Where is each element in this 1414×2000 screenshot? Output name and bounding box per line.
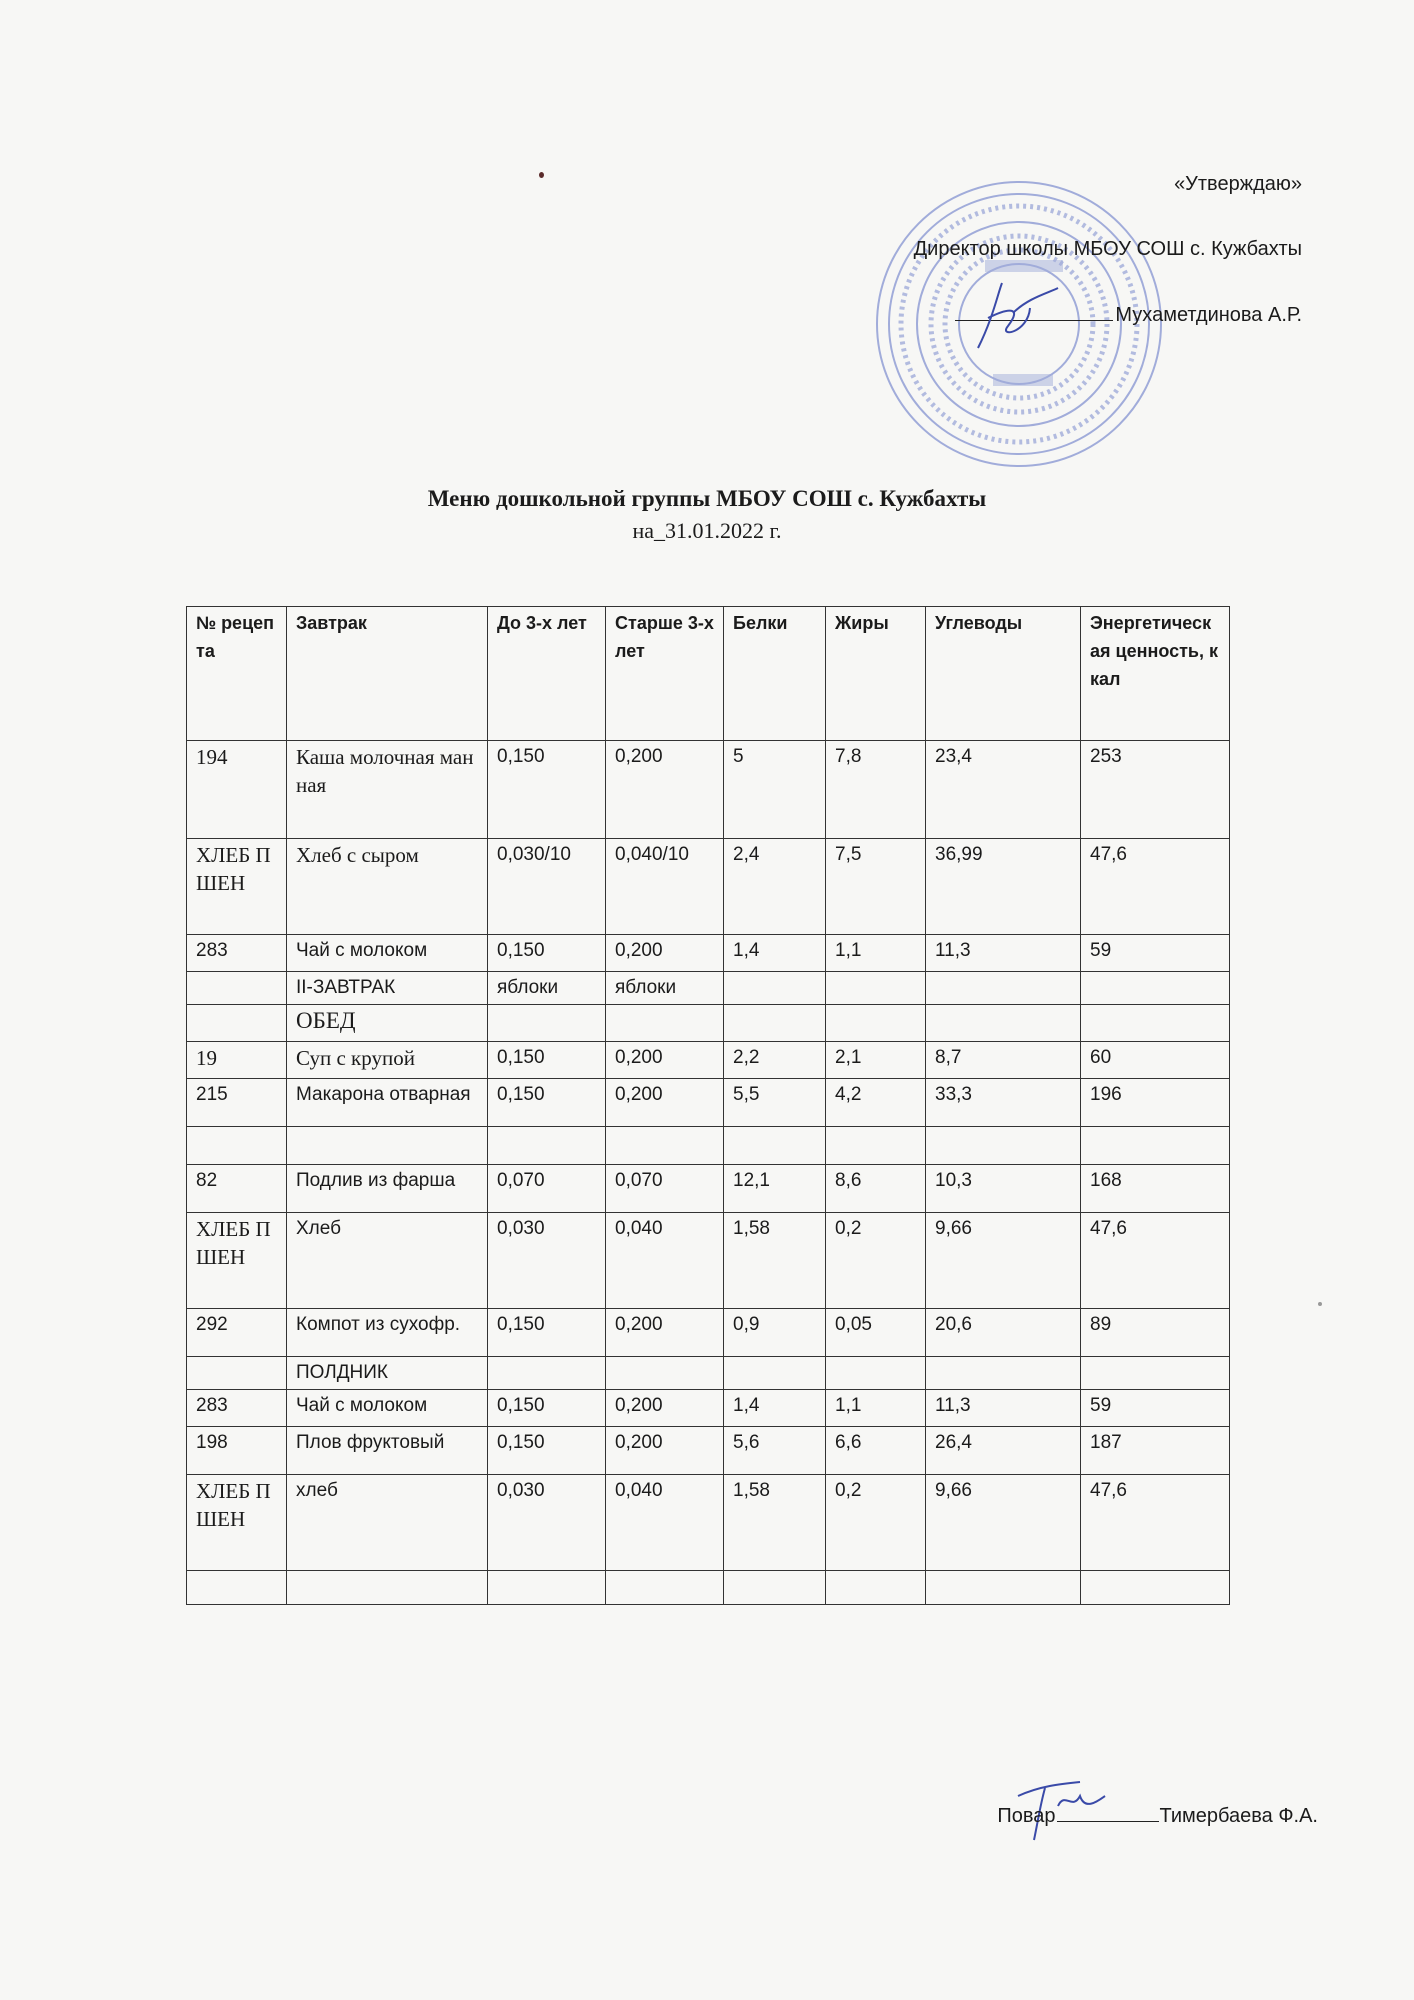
table-cell: Суп с крупой: [287, 1042, 488, 1079]
table-cell: 0,2: [826, 1213, 926, 1309]
table-cell: 0,150: [488, 1309, 606, 1357]
table-cell: [488, 1357, 606, 1390]
table-row: [187, 1079, 1230, 1127]
table-cell: 0,200: [606, 1079, 724, 1127]
scan-speck: [1318, 1302, 1322, 1306]
table-cell: 59: [1081, 935, 1230, 972]
table-cell: 5,5: [724, 1079, 826, 1127]
table-cell: яблоки: [488, 972, 606, 1005]
table-cell: 292: [187, 1309, 287, 1357]
table-cell: 0,070: [606, 1165, 724, 1213]
table-cell: ХЛЕБ ПШЕН: [187, 839, 287, 935]
table-cell: [1081, 1005, 1230, 1042]
table-cell: 0,150: [488, 1390, 606, 1427]
table-cell: 7,5: [826, 839, 926, 935]
table-cell: [1081, 1571, 1230, 1605]
table-cell: Компот из сухофр.: [287, 1309, 488, 1357]
page-subtitle: на_31.01.2022 г.: [632, 518, 782, 543]
table-cell: 2,1: [826, 1042, 926, 1079]
table-row: [187, 1357, 1230, 1390]
table-cell: 0,200: [606, 1309, 724, 1357]
table-cell: 0,150: [488, 1079, 606, 1127]
table-cell: 10,3: [926, 1165, 1081, 1213]
table-cell: 1,4: [724, 935, 826, 972]
table-cell: [187, 972, 287, 1005]
table-header-row: [187, 607, 1230, 741]
table-cell: 0,030: [488, 1213, 606, 1309]
table-cell: ОБЕД: [287, 1005, 488, 1042]
table-cell: [826, 1127, 926, 1165]
table-cell: 0,150: [488, 1042, 606, 1079]
table-cell: [488, 1571, 606, 1605]
table-cell: 0,030/10: [488, 839, 606, 935]
table-cell: 6,6: [826, 1427, 926, 1475]
table-cell: ХЛЕБ ПШЕН: [187, 1475, 287, 1571]
director-signature: [968, 278, 1068, 358]
column-header: Белки: [724, 607, 826, 741]
table-cell: 0,040: [606, 1213, 724, 1309]
table-cell: Чай с молоком: [287, 935, 488, 972]
table-cell: [926, 1571, 1081, 1605]
table-cell: [724, 972, 826, 1005]
table-cell: 5: [724, 741, 826, 839]
table-cell: 0,150: [488, 1427, 606, 1475]
column-header: До 3-х лет: [488, 607, 606, 741]
table-cell: 12,1: [724, 1165, 826, 1213]
approval-position: Директор школы МБОУ СОШ с. Кужбахты: [913, 238, 1302, 260]
table-cell: 2,2: [724, 1042, 826, 1079]
table-cell: 20,6: [926, 1309, 1081, 1357]
table-cell: ХЛЕБ ПШЕН: [187, 1213, 287, 1309]
table-row: [187, 1213, 1230, 1309]
table-cell: Чай с молоком: [287, 1390, 488, 1427]
table-cell: 89: [1081, 1309, 1230, 1357]
table-cell: [187, 1005, 287, 1042]
table-cell: 0,040: [606, 1475, 724, 1571]
table-row: [187, 1127, 1230, 1165]
table-cell: 0,030: [488, 1475, 606, 1571]
table-cell: Каша молочная манная: [287, 741, 488, 839]
table-cell: 194: [187, 741, 287, 839]
table-cell: [187, 1571, 287, 1605]
table-row: [187, 972, 1230, 1005]
table-cell: [1081, 1127, 1230, 1165]
table-cell: 0,9: [724, 1309, 826, 1357]
column-header: Жиры: [826, 607, 926, 741]
table-cell: 47,6: [1081, 1213, 1230, 1309]
table-cell: 60: [1081, 1042, 1230, 1079]
table-cell: 0,070: [488, 1165, 606, 1213]
table-cell: 33,3: [926, 1079, 1081, 1127]
table-cell: 5,6: [724, 1427, 826, 1475]
table-cell: II-ЗАВТРАК: [287, 972, 488, 1005]
table-cell: Плов фруктовый: [287, 1427, 488, 1475]
table-cell: 0,200: [606, 1390, 724, 1427]
column-header: Старше 3-х лет: [606, 607, 724, 741]
column-header: № рецепта: [187, 607, 287, 741]
table-cell: [287, 1127, 488, 1165]
table-cell: 196: [1081, 1079, 1230, 1127]
table-cell: [926, 1357, 1081, 1390]
table-cell: 8,6: [826, 1165, 926, 1213]
table-cell: 0,200: [606, 1042, 724, 1079]
table-cell: [826, 1005, 926, 1042]
table-cell: 187: [1081, 1427, 1230, 1475]
table-cell: [826, 972, 926, 1005]
column-header: Углеводы: [926, 607, 1081, 741]
table-cell: [724, 1357, 826, 1390]
cook-label: Повар: [997, 1805, 1056, 1827]
table-cell: хлеб: [287, 1475, 488, 1571]
table-cell: 9,66: [926, 1475, 1081, 1571]
table-cell: Хлеб: [287, 1213, 488, 1309]
table-cell: [488, 1127, 606, 1165]
scan-speck: [539, 172, 544, 178]
table-row: [187, 1390, 1230, 1427]
table-row: [187, 1571, 1230, 1605]
table-cell: 0,040/10: [606, 839, 724, 935]
table-cell: 7,8: [826, 741, 926, 839]
table-cell: 0,05: [826, 1309, 926, 1357]
table-cell: 23,4: [926, 741, 1081, 839]
table-cell: 11,3: [926, 1390, 1081, 1427]
table-cell: 1,58: [724, 1213, 826, 1309]
column-header: Завтрак: [287, 607, 488, 741]
table-cell: 0,2: [826, 1475, 926, 1571]
table-row: [187, 1475, 1230, 1571]
table-cell: [287, 1571, 488, 1605]
cook-name: Тимербаева Ф.А.: [1159, 1805, 1318, 1827]
table-cell: 9,66: [926, 1213, 1081, 1309]
table-cell: 215: [187, 1079, 287, 1127]
table-cell: Макарона отварная: [287, 1079, 488, 1127]
table-cell: 19: [187, 1042, 287, 1079]
table-cell: 1,1: [826, 935, 926, 972]
table-cell: 82: [187, 1165, 287, 1213]
table-cell: Хлеб с сыром: [287, 839, 488, 935]
table-cell: Подлив из фарша: [287, 1165, 488, 1213]
column-header: Энергетическая ценность, ккал: [1081, 607, 1230, 741]
table-cell: [488, 1005, 606, 1042]
table-cell: 1,58: [724, 1475, 826, 1571]
table-cell: [1081, 1357, 1230, 1390]
table-cell: [826, 1357, 926, 1390]
table-cell: 1,1: [826, 1390, 926, 1427]
table-row: [187, 1165, 1230, 1213]
table-row: [187, 1309, 1230, 1357]
approval-signer: Мухаметдинова А.Р.: [1115, 304, 1302, 326]
table-cell: [606, 1005, 724, 1042]
table-cell: 1,4: [724, 1390, 826, 1427]
table-cell: 11,3: [926, 935, 1081, 972]
table-cell: [1081, 972, 1230, 1005]
table-cell: 253: [1081, 741, 1230, 839]
table-cell: 0,150: [488, 741, 606, 839]
table-cell: 0,200: [606, 935, 724, 972]
table-row: [187, 1005, 1230, 1042]
menu-table-body: [187, 741, 1230, 1605]
table-row: [187, 839, 1230, 935]
table-row: [187, 1042, 1230, 1079]
table-cell: [926, 1127, 1081, 1165]
table-row: [187, 741, 1230, 839]
table-cell: [606, 1127, 724, 1165]
table-cell: 47,6: [1081, 1475, 1230, 1571]
table-cell: яблоки: [606, 972, 724, 1005]
table-cell: 8,7: [926, 1042, 1081, 1079]
table-cell: [926, 972, 1081, 1005]
table-cell: [606, 1571, 724, 1605]
table-row: [187, 1427, 1230, 1475]
table-cell: 168: [1081, 1165, 1230, 1213]
table-cell: [724, 1005, 826, 1042]
table-cell: 198: [187, 1427, 287, 1475]
menu-table: [186, 606, 1230, 1605]
table-cell: 26,4: [926, 1427, 1081, 1475]
table-cell: 2,4: [724, 839, 826, 935]
table-cell: [187, 1357, 287, 1390]
table-row: [187, 935, 1230, 972]
table-cell: [926, 1005, 1081, 1042]
table-cell: 0,200: [606, 741, 724, 839]
table-cell: 59: [1081, 1390, 1230, 1427]
table-cell: 0,150: [488, 935, 606, 972]
table-cell: 283: [187, 935, 287, 972]
table-cell: 47,6: [1081, 839, 1230, 935]
table-cell: 4,2: [826, 1079, 926, 1127]
table-cell: 36,99: [926, 839, 1081, 935]
table-cell: [606, 1357, 724, 1390]
cook-signature-line: [997, 1803, 1318, 1828]
table-cell: ПОЛДНИК: [287, 1357, 488, 1390]
table-cell: [187, 1127, 287, 1165]
table-cell: 283: [187, 1390, 287, 1427]
page-title: Меню дошкольной группы МБОУ СОШ с. Кужбахты: [427, 486, 987, 511]
signature-blank: [1057, 1803, 1159, 1822]
table-cell: [826, 1571, 926, 1605]
approval-header: «Утверждаю»: [1174, 173, 1302, 195]
table-cell: 0,200: [606, 1427, 724, 1475]
table-cell: [724, 1571, 826, 1605]
table-cell: [724, 1127, 826, 1165]
